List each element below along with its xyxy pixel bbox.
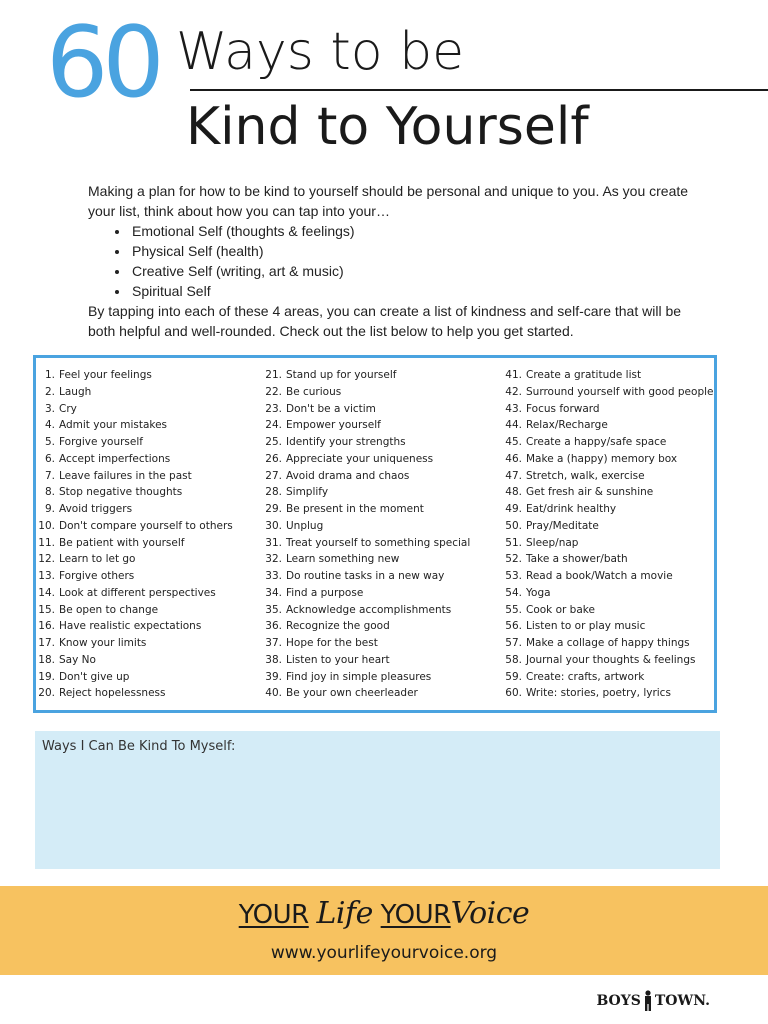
list-item-text: Appreciate your uniqueness (286, 452, 434, 465)
list-item-text: Laugh (59, 385, 92, 398)
list-item-number: 7. (44, 469, 55, 482)
list-item (36, 468, 233, 485)
intro-text (88, 181, 698, 341)
list-item-text: Journal your thoughts & feelings (526, 653, 696, 666)
list-item (36, 367, 233, 384)
list-item-number: 60. (505, 687, 522, 700)
list-item (496, 451, 714, 468)
list-item-number: 52. (505, 553, 522, 566)
list-item-number: 35. (265, 603, 282, 616)
list-item (496, 618, 714, 635)
list-item-number: 14. (38, 586, 55, 599)
list-item-number: 30. (265, 519, 282, 532)
title-underline (190, 89, 768, 91)
list-item-number: 6. (44, 452, 55, 465)
list-item (496, 535, 714, 552)
list-item (496, 434, 714, 451)
list-item (256, 451, 470, 468)
footer-banner (0, 886, 768, 975)
intro-bullet: • Spiritual Self (130, 281, 698, 301)
brand-wordmark (0, 896, 768, 931)
list-item (36, 501, 233, 518)
list-item (256, 635, 470, 652)
list-item-text: Take a shower/bath (526, 553, 628, 566)
brand-your-1: YOUR (238, 900, 309, 930)
list-item-number: 10. (38, 519, 55, 532)
brand-voice: Voice (450, 896, 530, 931)
list-item-text: Accept imperfections (59, 452, 171, 465)
list-item-text: Focus forward (526, 402, 600, 415)
list-item-number: 22. (265, 385, 282, 398)
list-column-1 (36, 367, 233, 702)
list-item-text: Make a collage of happy things (526, 637, 690, 649)
list-item-text: Forgive yourself (59, 436, 143, 448)
list-item (496, 367, 714, 384)
intro-bullet: • Emotional Self (thoughts & feelings) (130, 221, 698, 241)
list-item-text: Hope for the best (286, 637, 378, 649)
list-item-text: Avoid drama and chaos (286, 469, 410, 482)
list-item (36, 568, 233, 585)
list-item-number: 24. (265, 419, 282, 432)
list-item (36, 685, 233, 702)
list-item-number: 12. (38, 553, 55, 566)
list-item-text: Find a purpose (286, 586, 364, 599)
list-item (496, 602, 714, 619)
list-item-number: 43. (505, 402, 522, 415)
list-item-number: 28. (265, 486, 282, 499)
list-item-number: 50. (505, 519, 522, 532)
list-item-text: Be present in the moment (286, 503, 424, 515)
list-item-text: Acknowledge accomplishments (286, 603, 452, 616)
list-item-text: Find joy in simple pleasures (286, 670, 432, 683)
list-item-number: 48. (505, 486, 522, 499)
logo-text-right: TOWN. (654, 993, 710, 1009)
list-item (36, 434, 233, 451)
list-item-number: 42. (505, 385, 522, 398)
list-item (36, 518, 233, 535)
list-item (256, 669, 470, 686)
list-item-text: Know your limits (59, 637, 147, 649)
list-item-number: 49. (505, 503, 522, 515)
intro-paragraph-2: By tapping into each of these 4 areas, you can create a list of kindness and self-care that will be both helpful and well-rounded. Check out the list below to help you get started. (88, 303, 682, 339)
list-column-3 (496, 367, 714, 702)
boys-town-logo (596, 990, 710, 1012)
list-item-number: 1. (44, 369, 55, 381)
list-item (256, 518, 470, 535)
list-item-number: 53. (505, 570, 522, 582)
list-item-number: 31. (265, 536, 282, 549)
list-item (496, 669, 714, 686)
list-item-number: 20. (38, 687, 55, 700)
list-item (36, 484, 233, 501)
intro-bullet-list (88, 221, 698, 301)
list-item-text: Be curious (286, 385, 342, 398)
intro-paragraph-1: Making a plan for how to be kind to yourself should be personal and unique to you. As you create your list, think about how you can tap into your… (88, 183, 689, 219)
list-item-text: Identify your strengths (286, 436, 406, 448)
boy-figure-icon (642, 990, 654, 1012)
list-item (256, 568, 470, 585)
title-line-2: Kind to Yourself (186, 97, 589, 157)
website-link[interactable]: www.yourlifeyourvoice.org (270, 943, 498, 963)
list-item (496, 585, 714, 602)
list-item (496, 568, 714, 585)
list-item-text: Unplug (286, 519, 324, 532)
list-item-text: Listen to your heart (286, 653, 390, 666)
list-item-text: Make a (happy) memory box (526, 452, 678, 465)
list-item (496, 652, 714, 669)
list-item-text: Listen to or play music (526, 620, 646, 633)
list-item (256, 484, 470, 501)
list-item-text: Leave failures in the past (59, 469, 192, 482)
list-item-number: 11. (38, 536, 55, 549)
list-item-number: 41. (505, 369, 522, 381)
list-item (36, 417, 233, 434)
list-item-number: 8. (44, 486, 55, 499)
list-item-number: 27. (265, 469, 282, 482)
list-item-text: Admit your mistakes (59, 419, 168, 432)
list-item (36, 635, 233, 652)
list-item-text: Read a book/Watch a movie (526, 570, 673, 582)
list-item-text: Cry (59, 402, 77, 415)
list-item (496, 401, 714, 418)
list-item (496, 417, 714, 434)
list-item (36, 602, 233, 619)
list-item-text: Stop negative thoughts (59, 486, 183, 499)
list-item-number: 2. (44, 385, 55, 398)
list-item-number: 26. (265, 452, 282, 465)
list-item-number: 58. (505, 653, 522, 666)
list-item-text: Simplify (286, 486, 329, 499)
list-item (256, 685, 470, 702)
list-item-number: 59. (505, 670, 522, 683)
list-item (256, 501, 470, 518)
list-item (36, 384, 233, 401)
list-item-text: Recognize the good (286, 620, 390, 633)
list-item-number: 29. (265, 503, 282, 515)
list-item (36, 401, 233, 418)
list-item-number: 23. (265, 402, 282, 415)
list-item (256, 585, 470, 602)
intro-bullet: • Creative Self (writing, art & music) (130, 261, 698, 281)
brand-your-2: YOUR (380, 900, 451, 930)
list-item-text: Stretch, walk, exercise (526, 469, 645, 482)
list-item-number: 18. (38, 653, 55, 666)
list-item (496, 384, 714, 401)
list-item-text: Stand up for yourself (286, 369, 397, 381)
notes-area[interactable] (35, 731, 720, 869)
list-item (256, 551, 470, 568)
list-item (36, 585, 233, 602)
list-item-number: 15. (38, 603, 55, 616)
list-item-number: 38. (265, 653, 282, 666)
list-item-number: 54. (505, 586, 522, 599)
list-item (256, 367, 470, 384)
list-item-number: 32. (265, 553, 282, 566)
list-item-number: 56. (505, 620, 522, 633)
list-item-number: 46. (505, 452, 522, 465)
list-item-text: Create a happy/safe space (526, 436, 667, 448)
list-item-text: Look at different perspectives (59, 586, 216, 599)
list-item-text: Learn something new (286, 553, 400, 566)
list-item-text: Surround yourself with good people (526, 385, 714, 398)
list-item-text: Eat/drink healthy (526, 503, 617, 515)
list-item (496, 685, 714, 702)
list-item-number: 13. (38, 570, 55, 582)
list-item-number: 47. (505, 469, 522, 482)
list-item (256, 652, 470, 669)
list-item (496, 551, 714, 568)
list-item-text: Empower yourself (286, 419, 381, 432)
list-item-text: Don't be a victim (286, 402, 376, 415)
list-item-number: 36. (265, 620, 282, 633)
list-column-2 (256, 367, 470, 702)
brand-life: Life (316, 896, 373, 931)
list-item-text: Do routine tasks in a new way (286, 570, 445, 582)
list-item-number: 37. (265, 637, 282, 649)
list-item-text: Be your own cheerleader (286, 687, 418, 700)
list-item (256, 434, 470, 451)
list-item-text: Sleep/nap (526, 536, 579, 549)
list-item-number: 57. (505, 637, 522, 649)
list-item-number: 19. (38, 670, 55, 683)
list-item-text: Pray/Meditate (526, 519, 599, 532)
list-item-text: Have realistic expectations (59, 620, 202, 633)
list-item (496, 501, 714, 518)
list-item (36, 618, 233, 635)
list-item-number: 45. (505, 436, 522, 448)
list-item (256, 468, 470, 485)
list-item (256, 535, 470, 552)
list-item (496, 484, 714, 501)
list-item (256, 618, 470, 635)
list-item-text: Be patient with yourself (59, 536, 185, 549)
list-item-text: Avoid triggers (59, 503, 133, 515)
list-item-text: Create a gratitude list (526, 369, 642, 381)
list-item (36, 451, 233, 468)
list-item-text: Learn to let go (59, 553, 136, 566)
list-item-text: Yoga (526, 586, 551, 599)
list-item (36, 669, 233, 686)
list-item (36, 652, 233, 669)
list-item-number: 5. (44, 436, 55, 448)
list-item-text: Don't compare yourself to others (59, 519, 233, 532)
list-item-number: 3. (44, 402, 55, 415)
list-item-text: Be open to change (59, 603, 159, 616)
list-item-number: 33. (265, 570, 282, 582)
list-item-text: Cook or bake (526, 603, 595, 616)
list-item-number: 4. (44, 419, 55, 432)
list-item-number: 16. (38, 620, 55, 633)
list-item-number: 9. (44, 503, 55, 515)
list-item (256, 417, 470, 434)
list-item-text: Forgive others (59, 570, 135, 582)
logo-text-left: BOYS (596, 993, 641, 1009)
list-item-number: 39. (265, 670, 282, 683)
list-item (496, 518, 714, 535)
list-item-text: Relax/Recharge (526, 419, 608, 432)
list-item-text: Say No (59, 653, 96, 666)
list-item-number: 25. (265, 436, 282, 448)
list-item (256, 401, 470, 418)
list-item (36, 551, 233, 568)
list-item (496, 635, 714, 652)
list-item-text: Don't give up (59, 670, 130, 683)
list-item (256, 384, 470, 401)
list-item (496, 468, 714, 485)
list-item-text: Reject hopelessness (59, 687, 166, 700)
notes-label: Ways I Can Be Kind To Myself: (42, 739, 236, 754)
list-item-number: 21. (265, 369, 282, 381)
list-item-number: 17. (38, 637, 55, 649)
list-item-number: 55. (505, 603, 522, 616)
list-item-number: 40. (265, 687, 282, 700)
kindness-list-box (33, 355, 717, 713)
title-line-1: Ways to be (176, 22, 465, 82)
list-item-number: 34. (265, 586, 282, 599)
list-item-number: 51. (505, 536, 522, 549)
list-item-text: Treat yourself to something special (286, 536, 471, 549)
list-item-text: Feel your feelings (59, 369, 152, 381)
list-item-text: Get fresh air & sunshine (526, 486, 654, 499)
list-item-number: 44. (505, 419, 522, 432)
list-item (256, 602, 470, 619)
list-item-text: Write: stories, poetry, lyrics (526, 687, 671, 700)
title-number: 60 (46, 6, 159, 120)
intro-bullet: • Physical Self (health) (130, 241, 698, 261)
list-item (36, 535, 233, 552)
list-item-text: Create: crafts, artwork (526, 670, 645, 683)
